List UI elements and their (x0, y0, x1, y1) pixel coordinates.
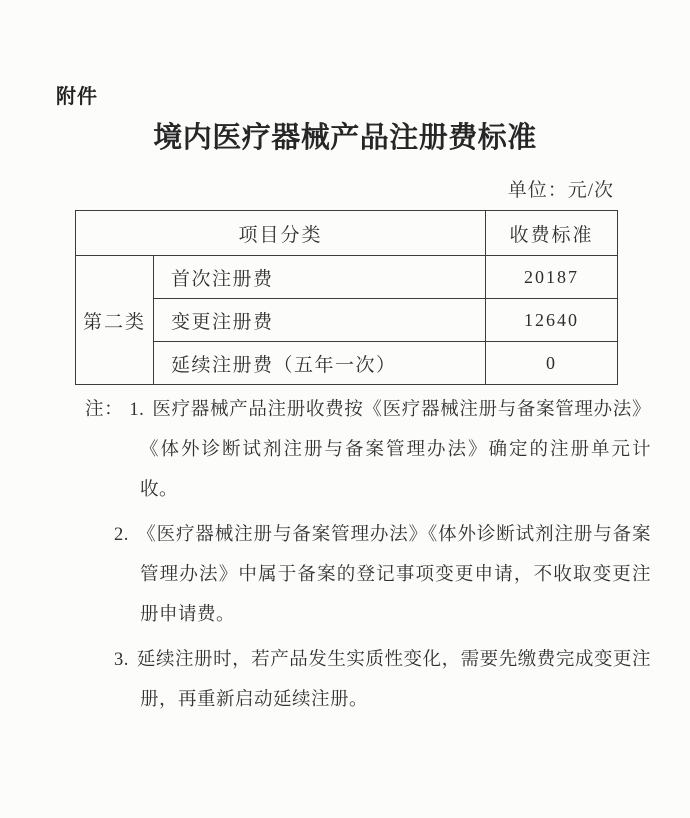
note-number: 3. (114, 650, 129, 670)
note-number: 2. (114, 525, 129, 545)
note-number: 1. (129, 400, 145, 420)
table-row (76, 299, 618, 342)
item-cell-renewal-registration: 延续注册费（五年一次） (154, 342, 486, 385)
note-item-1 (85, 390, 651, 510)
note-text: 《医疗器械注册与备案管理办法》《体外诊断试剂注册与备案管理办法》中属于备案的登记事项变更申请，不收取变更注册申请费。 (136, 525, 651, 625)
table-row (76, 342, 618, 385)
note-item-3 (85, 640, 651, 720)
fee-cell-first-registration: 20187 (486, 256, 618, 299)
unit-label: 单位：元/次 (507, 180, 614, 201)
attachment-label: 附件 (56, 86, 98, 108)
table-row (76, 256, 618, 299)
column-header-category: 项目分类 (76, 211, 486, 256)
class-label-cell: 第二类 (76, 256, 154, 385)
fee-cell-change-registration: 12640 (486, 299, 618, 342)
page-title: 境内医疗器械产品注册费标准 (153, 122, 537, 154)
note-text: 医疗器械产品注册收费按《医疗器械注册与备案管理办法》《体外诊断试剂注册与备案管理办法》确定的注册单元计收。 (140, 400, 651, 500)
note-text: 延续注册时，若产品发生实质性变化，需要先缴费完成变更注册，再重新启动延续注册。 (136, 650, 651, 710)
item-cell-first-registration: 首次注册费 (154, 256, 486, 299)
column-header-fee: 收费标准 (486, 211, 618, 256)
note-item-2 (85, 515, 651, 635)
item-cell-change-registration: 变更注册费 (154, 299, 486, 342)
table-header-row (76, 211, 618, 256)
fee-cell-renewal-registration: 0 (486, 342, 618, 385)
fee-table (75, 210, 618, 385)
notes-section (85, 390, 651, 725)
notes-prefix-label: 注： (85, 400, 124, 420)
